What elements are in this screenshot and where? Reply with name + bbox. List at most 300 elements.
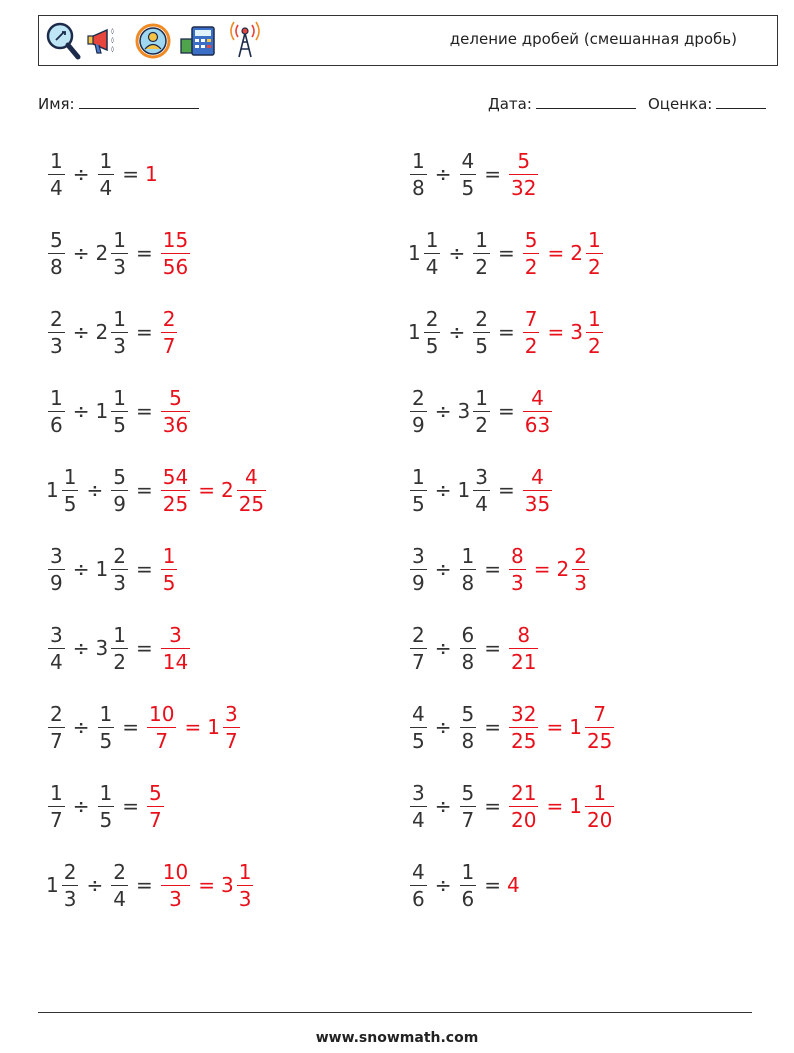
problem-18	[408, 776, 616, 836]
denominator: 3	[574, 570, 587, 595]
denominator: 25	[586, 728, 613, 753]
header-icons	[45, 20, 265, 62]
operand-b-whole: 1	[95, 557, 109, 581]
numerator: 2	[412, 622, 425, 647]
problem-8	[408, 381, 554, 441]
divide-sign: ÷	[434, 399, 452, 423]
numerator: 5	[149, 780, 162, 805]
fraction-bar	[509, 727, 538, 728]
operand-b-fraction	[460, 859, 477, 911]
operand-b-fraction	[473, 227, 490, 279]
denominator: 9	[412, 412, 425, 437]
numerator: 2	[50, 701, 63, 726]
equals-sign: =	[484, 794, 501, 818]
answer-part-fraction	[523, 306, 540, 358]
operand-a-fraction	[48, 543, 65, 595]
equals-sign: =	[122, 794, 139, 818]
denominator: 7	[224, 728, 238, 753]
fraction-bar	[460, 648, 477, 649]
numerator: 1	[50, 148, 63, 173]
numerator: 1	[113, 227, 126, 252]
denominator: 21	[511, 649, 537, 674]
operand-a-fraction	[424, 306, 441, 358]
problem-11	[46, 539, 179, 599]
numerator: 10	[149, 701, 175, 726]
fraction-bar	[161, 253, 190, 254]
operand-b-whole: 3	[457, 399, 471, 423]
equals-sign: =	[135, 399, 153, 423]
divide-sign: ÷	[86, 478, 104, 502]
answer	[507, 622, 540, 674]
fraction-bar	[460, 885, 477, 886]
denominator: 5	[461, 175, 475, 200]
numerator: 5	[169, 385, 182, 410]
operand-b-fraction	[111, 306, 128, 358]
denominator: 2	[475, 412, 488, 437]
numerator: 32	[511, 701, 537, 726]
answer	[521, 227, 605, 279]
fraction-bar	[460, 569, 477, 570]
fraction-bar	[111, 332, 128, 333]
numerator: 3	[224, 701, 238, 726]
fraction-bar	[473, 411, 490, 412]
answer-part-whole: 2	[220, 478, 234, 502]
megaphone-icon	[87, 21, 127, 61]
problem-10	[408, 460, 554, 520]
fraction-bar	[147, 806, 164, 807]
operand-b-whole: 1	[95, 399, 109, 423]
denominator: 3	[511, 570, 524, 595]
answer-equals-sign: =	[546, 794, 564, 818]
date-field	[488, 94, 636, 113]
denominator: 3	[50, 333, 63, 358]
numerator: 10	[162, 859, 189, 884]
denominator: 5	[475, 333, 488, 358]
denominator: 4	[50, 175, 63, 200]
answer	[507, 780, 616, 832]
equals-sign: =	[122, 162, 139, 186]
denominator: 2	[524, 333, 538, 358]
answer	[507, 701, 616, 753]
denominator: 63	[524, 412, 551, 437]
equals-sign: =	[135, 873, 153, 897]
fraction-bar	[98, 174, 115, 175]
fraction-bar	[460, 174, 477, 175]
answer	[145, 162, 159, 186]
denominator: 3	[113, 254, 126, 279]
fraction-bar	[460, 806, 477, 807]
denominator: 8	[412, 175, 425, 200]
footer-url: www.snowmath.com	[315, 1030, 479, 1046]
denominator: 7	[50, 728, 63, 753]
name-field	[38, 94, 199, 113]
operand-a-fraction	[48, 622, 65, 674]
numerator: 3	[412, 780, 425, 805]
answer-part-fraction	[161, 622, 190, 674]
numerator: 1	[425, 227, 439, 252]
denominator: 3	[113, 333, 126, 358]
answer	[159, 306, 180, 358]
denominator: 8	[461, 570, 475, 595]
numerator: 1	[162, 543, 176, 568]
numerator: 2	[50, 306, 63, 331]
numerator: 7	[593, 701, 607, 726]
numerator: 1	[63, 464, 77, 489]
answer-equals-sign: =	[184, 715, 202, 739]
problem-1	[46, 144, 159, 204]
calculator-money-icon	[179, 21, 219, 61]
answer	[521, 306, 605, 358]
problem-14	[408, 618, 540, 678]
fraction-bar	[48, 332, 65, 333]
denominator: 25	[511, 728, 537, 753]
fraction-bar	[161, 648, 190, 649]
denominator: 2	[475, 254, 488, 279]
numerator: 3	[169, 622, 182, 647]
answer-part-whole: 1	[145, 162, 158, 186]
divide-sign: ÷	[448, 320, 466, 344]
fraction-bar	[48, 569, 65, 570]
answer-equals-sign: =	[546, 715, 564, 739]
equals-sign: =	[484, 636, 501, 660]
answer-part-fraction	[223, 701, 240, 753]
operand-b-whole: 1	[457, 478, 471, 502]
fraction-bar	[62, 490, 79, 491]
denominator: 5	[162, 570, 176, 595]
answer-equals-sign: =	[547, 241, 565, 265]
denominator: 7	[149, 807, 162, 832]
grade-field	[648, 94, 766, 113]
numerator: 5	[517, 148, 531, 173]
numerator: 2	[113, 859, 126, 884]
problem-12	[408, 539, 591, 599]
numerator: 8	[511, 543, 524, 568]
fraction-bar	[473, 253, 490, 254]
fraction-bar	[410, 727, 427, 728]
denominator: 9	[50, 570, 63, 595]
answer-part-fraction	[509, 543, 526, 595]
answer-part-fraction	[509, 148, 538, 200]
fraction-bar	[523, 490, 552, 491]
numerator: 1	[50, 385, 63, 410]
operand-b-fraction	[473, 306, 490, 358]
fraction-bar	[147, 727, 176, 728]
operand-a-fraction	[62, 859, 79, 911]
answer	[507, 543, 591, 595]
operand-b-fraction	[473, 464, 490, 516]
fraction-bar	[161, 490, 190, 491]
footer-divider	[38, 1012, 752, 1013]
denominator: 14	[162, 649, 189, 674]
divide-sign: ÷	[72, 636, 90, 660]
numerator: 4	[245, 464, 258, 489]
fraction-bar	[410, 885, 427, 886]
fraction-bar	[424, 332, 441, 333]
denominator: 3	[113, 570, 126, 595]
operand-a-whole: 1	[408, 241, 421, 265]
denominator: 7	[461, 807, 475, 832]
divide-sign: ÷	[72, 557, 90, 581]
grade-label: Оценка:	[648, 95, 713, 113]
fraction-bar	[410, 174, 427, 175]
answer-part-fraction	[161, 543, 178, 595]
answer-part-fraction	[161, 306, 178, 358]
name-label: Имя:	[38, 95, 75, 113]
fraction-bar	[98, 806, 115, 807]
header-box	[38, 15, 778, 66]
user-target-icon	[133, 21, 173, 61]
numerator: 1	[113, 622, 126, 647]
numerator: 1	[113, 306, 126, 331]
numerator: 2	[425, 306, 439, 331]
fraction-bar	[62, 885, 79, 886]
denominator: 5	[412, 728, 425, 753]
problem-3	[46, 223, 192, 283]
fraction-bar	[111, 569, 128, 570]
answer	[159, 385, 192, 437]
equals-sign: =	[135, 636, 153, 660]
answer-part-fraction	[509, 622, 538, 674]
problem-19	[46, 855, 255, 915]
numerator: 5	[524, 227, 538, 252]
denominator: 8	[461, 649, 475, 674]
denominator: 56	[162, 254, 189, 279]
denominator: 8	[461, 728, 475, 753]
denominator: 5	[412, 491, 425, 516]
numerator: 1	[475, 385, 488, 410]
divide-sign: ÷	[72, 320, 90, 344]
answer	[521, 464, 554, 516]
fraction-bar	[509, 648, 538, 649]
denominator: 2	[524, 254, 538, 279]
equals-sign: =	[135, 478, 153, 502]
operand-a-fraction	[410, 701, 427, 753]
operand-a-whole: 1	[408, 320, 421, 344]
svg-text:◊: ◊	[111, 46, 114, 53]
operand-a-fraction	[48, 701, 65, 753]
divide-sign: ÷	[434, 873, 452, 897]
operand-a-fraction	[410, 543, 427, 595]
denominator: 2	[587, 333, 601, 358]
answer-part-fraction	[586, 227, 603, 279]
numerator: 5	[113, 464, 126, 489]
denominator: 25	[162, 491, 189, 516]
answer-part-whole: 3	[220, 873, 234, 897]
numerator: 6	[461, 622, 475, 647]
operand-b-whole: 3	[95, 636, 109, 660]
denominator: 6	[50, 412, 63, 437]
problem-16	[408, 697, 616, 757]
numerator: 2	[475, 306, 488, 331]
numerator: 21	[511, 780, 537, 805]
operand-b-fraction	[111, 622, 128, 674]
denominator: 5	[99, 728, 113, 753]
numerator: 1	[593, 780, 607, 805]
equals-sign: =	[497, 320, 515, 344]
operand-a-fraction	[410, 859, 427, 911]
operand-a-fraction	[48, 306, 65, 358]
divide-sign: ÷	[434, 557, 452, 581]
fraction-bar	[161, 411, 190, 412]
answer-part-whole: 1	[569, 794, 582, 818]
fraction-bar	[111, 885, 128, 886]
operand-a-fraction	[410, 464, 427, 516]
fraction-bar	[98, 727, 115, 728]
denominator: 35	[524, 491, 551, 516]
operand-b-fraction	[111, 859, 128, 911]
operand-a-fraction	[410, 780, 427, 832]
magnifier-icon	[45, 21, 81, 61]
operand-b-fraction	[460, 701, 477, 753]
answer-part-fraction	[523, 227, 540, 279]
answer-part-fraction	[161, 859, 190, 911]
problem-15	[46, 697, 242, 757]
divide-sign: ÷	[434, 794, 452, 818]
divide-sign: ÷	[72, 241, 90, 265]
numerator: 1	[587, 306, 601, 331]
denominator: 7	[412, 649, 425, 674]
numerator: 1	[113, 385, 126, 410]
equals-sign: =	[497, 399, 515, 423]
answer-part-fraction	[237, 859, 254, 911]
problem-13	[46, 618, 192, 678]
fraction-bar	[48, 253, 65, 254]
answer	[507, 148, 540, 200]
fraction-bar	[111, 253, 128, 254]
fraction-bar	[48, 806, 65, 807]
denominator: 3	[238, 886, 252, 911]
equals-sign: =	[484, 715, 501, 739]
denominator: 2	[113, 649, 126, 674]
answer-part-whole: 3	[570, 320, 583, 344]
svg-text:◊: ◊	[111, 28, 114, 35]
denominator: 9	[113, 491, 126, 516]
fraction-bar	[111, 648, 128, 649]
operand-b-whole: 2	[95, 241, 109, 265]
divide-sign: ÷	[72, 715, 90, 739]
fraction-bar	[223, 727, 240, 728]
name-line[interactable]	[79, 94, 199, 109]
svg-text:◊: ◊	[111, 37, 114, 44]
numerator: 4	[461, 148, 475, 173]
grade-line[interactable]	[716, 94, 766, 109]
answer-part-fraction	[523, 464, 552, 516]
answer-equals-sign: =	[547, 320, 565, 344]
fraction-bar	[424, 253, 441, 254]
answer-equals-sign: =	[198, 873, 215, 897]
divide-sign: ÷	[72, 162, 90, 186]
numerator: 2	[574, 543, 587, 568]
operand-b-whole: 2	[95, 320, 109, 344]
fraction-bar	[572, 569, 589, 570]
operand-b-fraction	[460, 622, 477, 674]
fraction-bar	[161, 885, 190, 886]
divide-sign: ÷	[72, 794, 90, 818]
answer-part-fraction	[572, 543, 589, 595]
denominator: 7	[162, 333, 176, 358]
denominator: 5	[113, 412, 126, 437]
denominator: 20	[511, 807, 537, 832]
numerator: 15	[162, 227, 189, 252]
answer-part-fraction	[237, 464, 266, 516]
numerator: 2	[63, 859, 77, 884]
denominator: 7	[155, 728, 169, 753]
numerator: 5	[461, 701, 475, 726]
denominator: 20	[586, 807, 613, 832]
fraction-bar	[460, 727, 477, 728]
operand-b-fraction	[111, 543, 128, 595]
answer-part-fraction	[161, 227, 190, 279]
answer	[159, 464, 268, 516]
operand-a-fraction	[48, 780, 65, 832]
fraction-bar	[509, 174, 538, 175]
answer-part-whole: 1	[569, 715, 582, 739]
denominator: 32	[511, 175, 537, 200]
numerator: 1	[50, 780, 63, 805]
numerator: 1	[238, 859, 252, 884]
fraction-bar	[523, 411, 552, 412]
date-label: Дата:	[488, 95, 532, 113]
answer	[159, 622, 192, 674]
answer-part-fraction	[161, 464, 190, 516]
divide-sign: ÷	[86, 873, 104, 897]
fraction-bar	[48, 174, 65, 175]
fraction-bar	[410, 490, 427, 491]
numerator: 1	[461, 543, 475, 568]
answer-equals-sign: =	[198, 478, 215, 502]
numerator: 2	[412, 385, 425, 410]
denominator: 5	[425, 333, 439, 358]
problem-6	[408, 302, 605, 362]
fraction-bar	[523, 332, 540, 333]
fraction-bar	[161, 332, 178, 333]
numerator: 1	[412, 464, 425, 489]
denominator: 4	[475, 491, 488, 516]
numerator: 4	[531, 464, 544, 489]
numerator: 3	[50, 543, 63, 568]
numerator: 4	[531, 385, 544, 410]
operand-a-fraction	[410, 148, 427, 200]
denominator: 5	[63, 491, 77, 516]
answer-part-fraction	[147, 701, 176, 753]
answer	[145, 701, 242, 753]
numerator: 1	[99, 701, 113, 726]
answer-part-fraction	[523, 385, 552, 437]
answer-part-fraction	[161, 385, 190, 437]
fraction-bar	[410, 806, 427, 807]
problem-2	[408, 144, 540, 204]
answer-part-fraction	[509, 780, 538, 832]
divide-sign: ÷	[434, 715, 452, 739]
answer-part-fraction	[585, 701, 614, 753]
answer	[159, 859, 256, 911]
date-line[interactable]	[536, 94, 636, 109]
numerator: 3	[475, 464, 488, 489]
fraction-bar	[48, 727, 65, 728]
fraction-bar	[509, 806, 538, 807]
operand-b-fraction	[98, 701, 115, 753]
problem-7	[46, 381, 192, 441]
equals-sign: =	[497, 241, 515, 265]
fraction-bar	[586, 253, 603, 254]
divide-sign: ÷	[448, 241, 466, 265]
denominator: 9	[412, 570, 425, 595]
numerator: 3	[50, 622, 63, 647]
antenna-tower-icon	[225, 21, 265, 61]
fraction-bar	[237, 885, 254, 886]
numerator: 1	[461, 859, 475, 884]
numerator: 4	[412, 859, 425, 884]
